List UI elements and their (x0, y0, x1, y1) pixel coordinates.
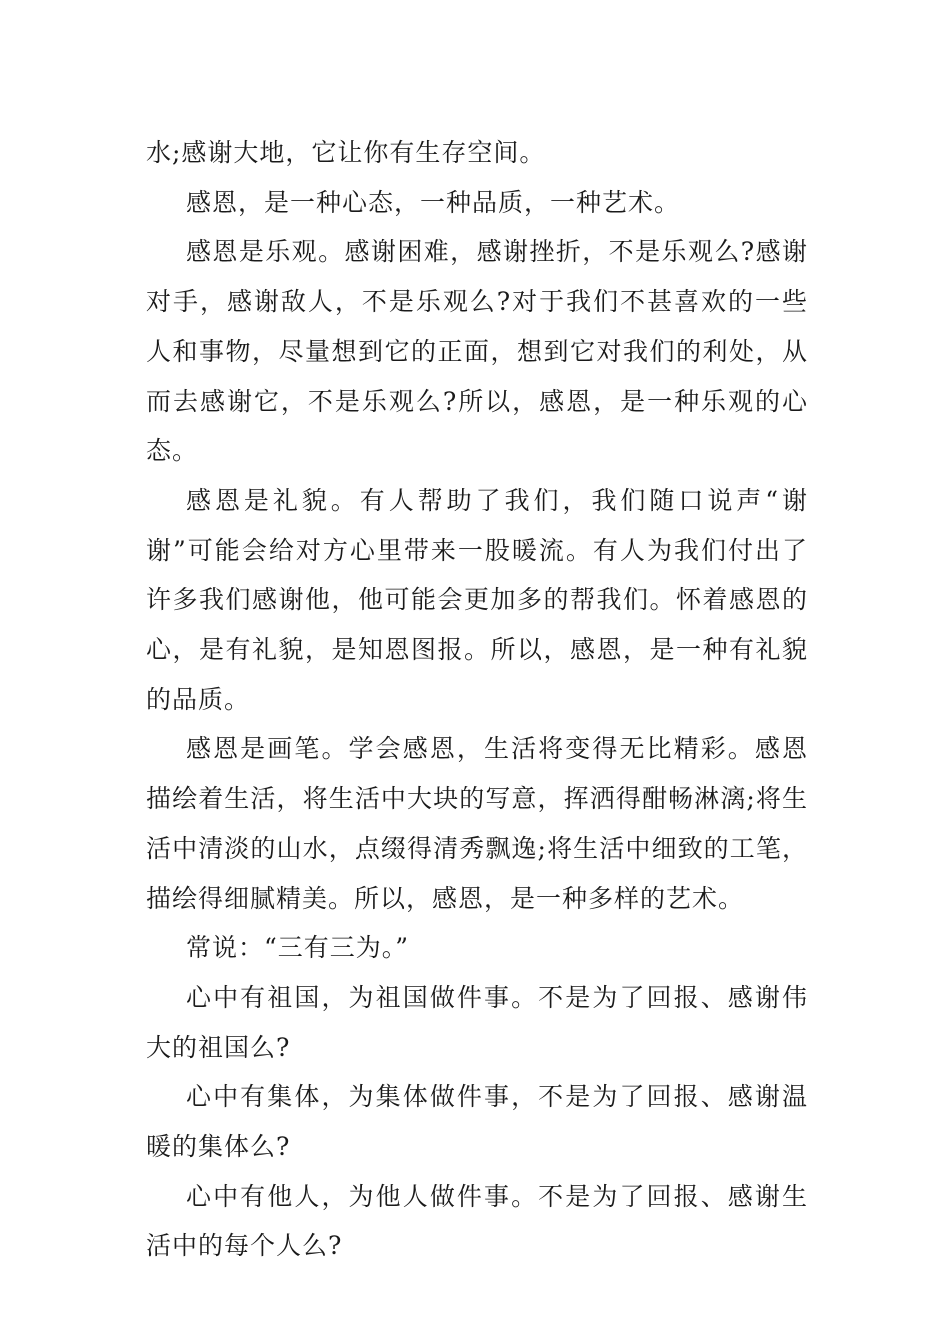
paragraph-8: 心中有集体，为集体做件事，不是为了回报、感谢温暖的集体么? (146, 1082, 808, 1162)
paragraph-7: 心中有祖国，为祖国做件事。不是为了回报、感谢伟大的祖国么? (146, 982, 808, 1062)
paragraph-9: 心中有他人，为他人做件事。不是为了回报、感谢生活中的每个人么? (146, 1181, 808, 1261)
paragraph-4: 感恩是礼貌。有人帮助了我们，我们随口说声“谢谢”可能会给对方心里带来一股暖流。有人为我们付出了许多我们感谢他，他可能会更加多的帮我们。怀着感恩的心，是有礼貌，是知恩图报。所以，感恩，是一种有礼貌的品质。 (146, 485, 808, 714)
paragraph-1: 水;感谢大地，它让你有生存空间。 (146, 138, 546, 167)
paragraph-5: 感恩是画笔。学会感恩，生活将变得无比精彩。感恩描绘着生活，将生活中大块的写意，挥洒得酣畅淋漓;将生活中清淡的山水，点缀得清秀飘逸;将生活中细致的工笔，描绘得细腻精美。所以，感恩，是一种多样的艺术。 (146, 734, 808, 913)
paragraph-2: 感恩，是一种心态，一种品质，一种艺术。 (186, 187, 681, 217)
paragraph-3: 感恩是乐观。感谢困难，感谢挫折，不是乐观么?感谢对手，感谢敌人，不是乐观么?对于我们不甚喜欢的一些人和事物，尽量想到它的正面，想到它对我们的利处，从而去感谢它，不是乐观么?所以，感恩，是一种乐观的心态。 (146, 237, 808, 466)
paragraph-6: 常说：“三有三为。” (186, 933, 410, 963)
document-body (146, 128, 808, 1271)
